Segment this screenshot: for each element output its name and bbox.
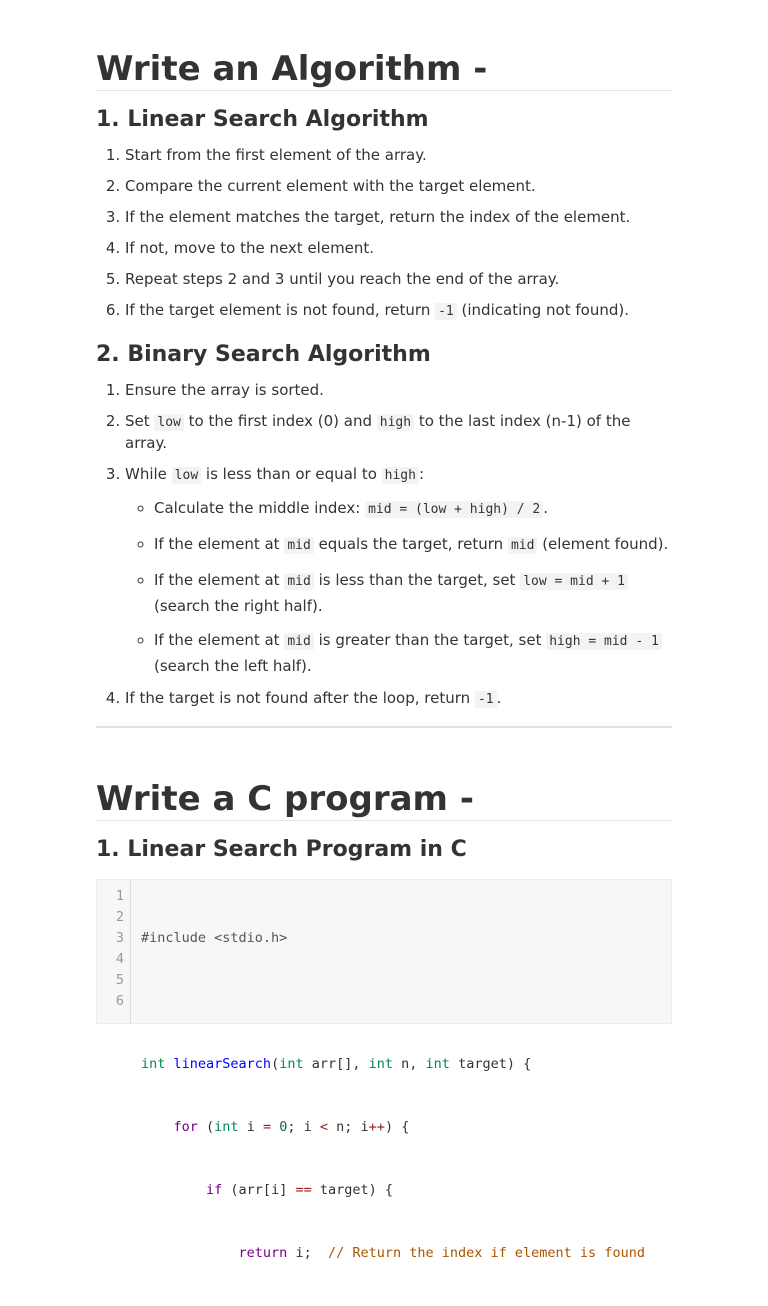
c-program-section-title: Write a C program - [96,778,672,821]
section-divider [96,726,672,728]
substep-less-than [154,568,672,618]
text: (search the right half). [154,597,323,615]
code-text: i [238,1119,263,1135]
keyword-type: int [425,1056,450,1072]
substep-greater-than [154,628,672,678]
binary-step-1: 1. Ensure the array is sorted. [125,380,672,401]
text: . [496,689,502,707]
keyword-return: return [238,1245,288,1261]
binary-step-3 [125,464,672,678]
code-text: ; i [287,1119,320,1135]
inline-code: high = mid - 1 [546,633,662,650]
text: If the target element is not found, return [125,301,436,319]
binary-step-4 [125,688,672,710]
text: : [418,465,425,483]
code-line-2 [141,991,671,1012]
code-text: ( [197,1119,215,1135]
text: to the first index (0) and [183,412,377,430]
code-lines [141,886,671,1306]
text: equals the target, return [313,535,508,553]
code-text [271,1119,279,1135]
text: (element found). [537,535,669,553]
text: While [125,465,172,483]
text: If the element at [154,571,285,589]
text: is less than the target, set [313,571,521,589]
text: If the element at [154,631,285,649]
function-name: linearSearch [173,1056,272,1072]
inline-code: low = mid + 1 [520,573,628,590]
substep-calc-mid [154,496,672,522]
indent [141,1182,206,1198]
code-text: target) { [311,1182,393,1198]
linear-search-algorithm-heading: 1. Linear Search Algorithm [96,107,429,132]
code-line-1 [141,928,671,949]
code-line-3 [141,1054,671,1075]
indent [141,1245,239,1261]
linear-step-1: 1. Start from the first element of the array. [125,145,672,166]
linear-step-5: 5. Repeat steps 2 and 3 until you reach the end of the array. [125,269,672,290]
code-text: i; [287,1245,328,1261]
text: (indicating not found). [456,301,629,319]
inline-code: mid [508,537,537,554]
text: is less than or equal to [201,465,382,483]
linear-step-3: 3. If the element matches the target, return the index of the element. [125,207,672,228]
code-line-4 [141,1117,671,1138]
line-number: 1 [115,888,124,904]
linear-search-steps [96,145,672,322]
substep-equals [154,532,672,558]
inline-code: mid [284,633,313,650]
text: is greater than the target, set [313,631,547,649]
text: (search the left half). [154,657,312,675]
text: If the target is not found after the loop, return [125,689,475,707]
line-number-gutter [97,880,131,1023]
keyword-type: int [141,1056,166,1072]
code-text: target) { [449,1056,532,1072]
line-number: 2 [115,909,124,925]
text: If the element at [154,535,285,553]
text: . [543,499,549,517]
document-page [96,0,672,1261]
keyword-type: int [279,1056,304,1072]
keyword-if: if [206,1182,223,1198]
binary-substeps [125,496,672,678]
algorithm-section-title: Write an Algorithm - [96,48,672,91]
linear-search-program-heading: 1. Linear Search Program in C [96,837,467,862]
inline-code: mid [284,573,313,590]
line-number: 3 [115,930,124,946]
code-text: ( [271,1056,280,1072]
binary-search-algorithm-heading: 2. Binary Search Algorithm [96,342,431,367]
linear-step-4: 4. If not, move to the next element. [125,238,672,259]
line-number: 5 [115,972,124,988]
inline-code: high [377,414,414,431]
linear-step-2: 2. Compare the current element with the target element. [125,176,672,197]
linear-step-6 [125,300,672,322]
keyword-for: for [173,1119,198,1135]
text: Calculate the middle index: [154,499,366,517]
code-text: n, [393,1056,426,1072]
preprocessor-directive: #include <stdio.h> [141,930,288,946]
text: Set [125,412,155,430]
code-comment: // Return the index if element is found [327,1245,645,1261]
binary-search-steps [96,380,672,710]
operator: = [262,1119,272,1135]
inline-code: -1 [475,691,497,708]
operator: ++ [368,1119,385,1135]
inline-code: mid [284,537,313,554]
code-text: ) { [384,1119,410,1135]
keyword-type: int [214,1119,239,1135]
operator: == [295,1182,312,1198]
inline-code: high [382,467,419,484]
code-text: (arr[i] [222,1182,296,1198]
code-line-5 [141,1180,671,1201]
line-number: 4 [115,951,124,967]
binary-step-2 [125,411,672,454]
inline-code: mid = (low + high) / 2 [365,501,543,518]
inline-code: low [172,467,201,484]
text: to the last index (n-1) of the array. [125,412,631,452]
line-number: 6 [115,993,124,1009]
code-text: arr[], [303,1056,369,1072]
indent [141,1119,174,1135]
code-line-6 [141,1243,671,1264]
number-literal: 0 [279,1119,288,1135]
inline-code: -1 [435,303,457,320]
keyword-type: int [368,1056,394,1072]
inline-code: low [154,414,183,431]
code-block[interactable] [96,879,672,1261]
operator: < [319,1119,329,1135]
code-text: n; i [328,1119,369,1135]
